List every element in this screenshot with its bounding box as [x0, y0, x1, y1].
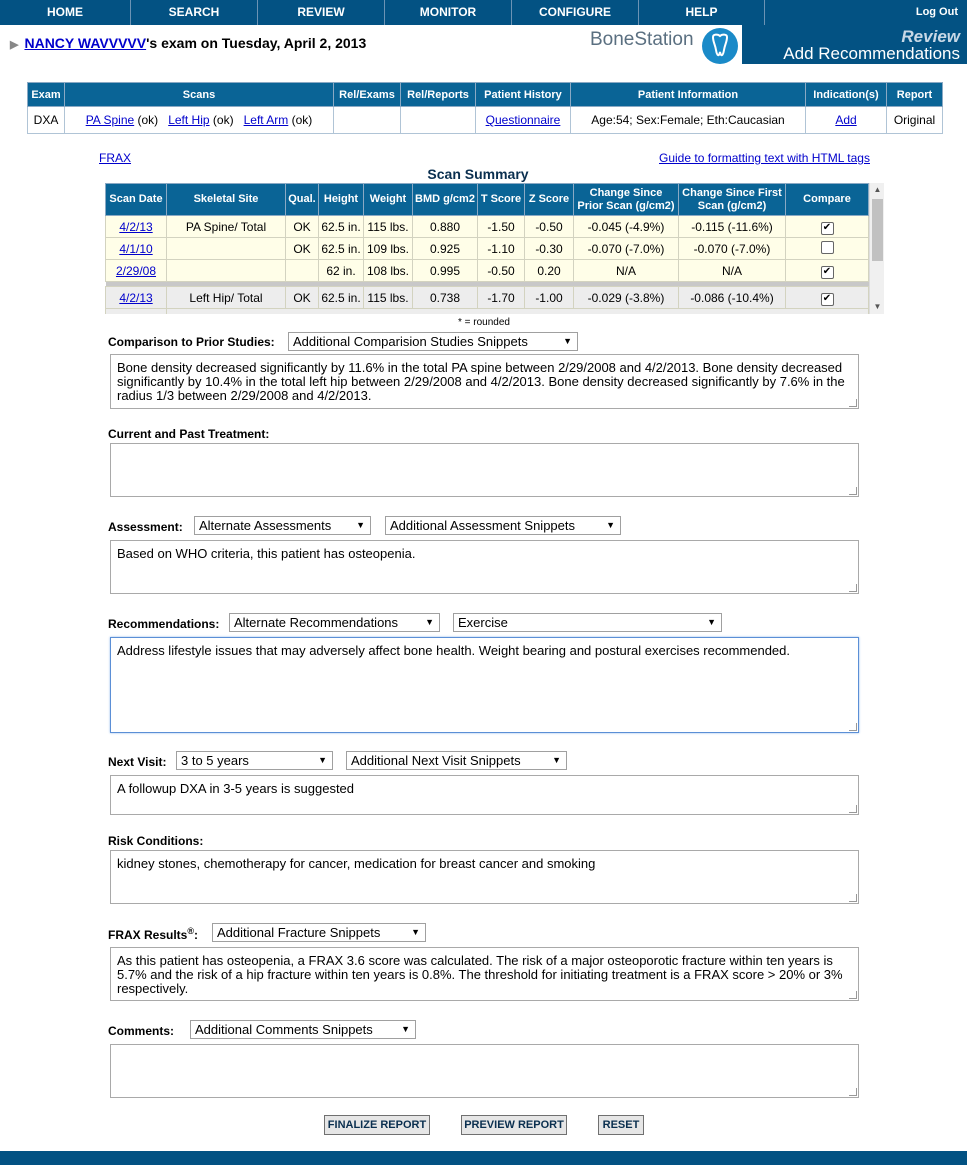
col-indications: Indication(s)	[806, 83, 887, 107]
z-score-cell: -0.30	[525, 238, 574, 260]
patient-name-link[interactable]: NANCY WAVVVVV	[24, 35, 147, 51]
tooth-logo-icon	[702, 28, 738, 64]
finalize-report-button[interactable]: FINALIZE REPORT	[324, 1115, 430, 1135]
select-value: Additional Comparision Studies Snippets	[293, 334, 528, 349]
scroll-thumb[interactable]	[872, 199, 883, 261]
site-cell	[167, 238, 286, 260]
col-patient-information: Patient Information	[571, 83, 806, 107]
change-prior-cell: N/A	[574, 260, 679, 282]
weight-cell: 109 lbs.	[364, 238, 413, 260]
clipped-row-cell	[167, 309, 869, 315]
fracture-snippets-select[interactable]	[212, 923, 426, 942]
scan-date-cell	[106, 216, 167, 238]
assessment-label: Assessment:	[108, 520, 183, 534]
compare-checkbox[interactable]: ✔	[821, 266, 834, 279]
add-indication-link[interactable]: Add	[835, 113, 857, 127]
col-rel-reports: Rel/Reports	[401, 83, 476, 107]
scan-summary-table	[105, 183, 869, 314]
t-score-cell: -1.50	[478, 216, 525, 238]
registered-mark: ®	[187, 926, 194, 936]
resize-grip-icon[interactable]	[849, 1088, 857, 1096]
rel-reports-cell	[401, 107, 476, 134]
textarea-content: Address lifestyle issues that may adversely affect bone health. Weight bearing and postural exercises recommended.	[117, 643, 790, 658]
section-label: Review	[901, 27, 960, 46]
nav-help[interactable]: HELP	[639, 0, 765, 25]
comments-snippets-select[interactable]	[190, 1020, 416, 1039]
z-score-cell: 0.20	[525, 260, 574, 282]
risk-conditions-label: Risk Conditions:	[108, 834, 204, 848]
indication-cell	[806, 107, 887, 134]
dropdown-arrow-icon: ▼	[707, 617, 716, 627]
col-height: Height	[319, 184, 364, 216]
assessment-snippets-select[interactable]	[385, 516, 621, 535]
bmd-cell: 0.925	[413, 238, 478, 260]
col-scan-date: Scan Date	[106, 184, 167, 216]
col-skeletal-site: Skeletal Site	[167, 184, 286, 216]
compare-cell	[786, 238, 869, 260]
col-patient-history: Patient History	[476, 83, 571, 107]
qual-cell: OK	[286, 216, 319, 238]
scan-link-left-hip[interactable]: Left Hip	[168, 113, 210, 127]
nav-review[interactable]: REVIEW	[258, 0, 385, 25]
subsection-label: Add Recommendations	[783, 44, 960, 63]
resize-grip-icon[interactable]	[849, 723, 857, 731]
site-cell	[167, 260, 286, 282]
dropdown-arrow-icon: ▼	[425, 617, 434, 627]
height-cell: 62.5 in.	[319, 287, 364, 309]
rounded-footnote: * = rounded	[458, 317, 510, 328]
assessment-textarea[interactable]	[110, 540, 859, 594]
scan-date-cell	[106, 260, 167, 282]
section-banner	[742, 25, 967, 64]
select-value: Additional Comments Snippets	[195, 1022, 373, 1037]
change-prior-cell: -0.070 (-7.0%)	[574, 238, 679, 260]
brand-name: BoneStation	[590, 29, 694, 50]
scan-summary-scrollbar[interactable]	[869, 183, 884, 314]
height-cell: 62.5 in.	[319, 216, 364, 238]
scan-status: (ok)	[137, 113, 159, 127]
scan-date-link[interactable]: 4/1/10	[119, 241, 153, 256]
textarea-content: A followup DXA in 3-5 years is suggested	[117, 781, 355, 796]
bmd-cell: 0.738	[413, 287, 478, 309]
col-compare: Compare	[786, 184, 869, 216]
top-nav	[0, 0, 967, 25]
risk-conditions-textarea[interactable]	[110, 850, 859, 904]
scans-cell	[65, 107, 334, 134]
logout-link[interactable]: Log Out	[915, 6, 958, 18]
scan-link-left-arm[interactable]: Left Arm	[243, 113, 289, 127]
rel-exams-cell	[334, 107, 401, 134]
select-value: Additional Assessment Snippets	[390, 518, 575, 533]
dropdown-arrow-icon: ▼	[318, 755, 327, 765]
scan-status: (ok)	[291, 113, 313, 127]
change-first-cell: -0.115 (-11.6%)	[679, 216, 786, 238]
col-change-prior: Change Since Prior Scan (g/cm2)	[574, 184, 679, 216]
scan-date-cell	[106, 238, 167, 260]
dropdown-arrow-icon: ▼	[552, 755, 561, 765]
qual-cell: OK	[286, 238, 319, 260]
dropdown-arrow-icon: ▼	[411, 927, 420, 937]
patient-history-cell	[476, 107, 571, 134]
weight-cell: 115 lbs.	[364, 216, 413, 238]
col-rel-exams: Rel/Exams	[334, 83, 401, 107]
compare-checkbox[interactable]: ✔	[821, 293, 834, 306]
compare-checkbox[interactable]: ✔	[821, 222, 834, 235]
comments-label: Comments:	[108, 1024, 175, 1038]
select-value: Exercise	[458, 615, 508, 630]
recommendations-label: Recommendations:	[108, 617, 220, 631]
col-t-score: T Score	[478, 184, 525, 216]
table-row	[106, 287, 869, 309]
textarea-content: As this patient has osteopenia, a FRAX 3.6 score was calculated. The risk of a major osteoporotic fracture within ten years is 5.7% and the risk of a hip fracture within ten years is 0.8%. The threshold for initiating treatment is a FRAX score > 20% or 3% respectively.	[117, 953, 843, 996]
questionnaire-link[interactable]: Questionnaire	[485, 113, 561, 127]
alternate-assessments-select[interactable]	[194, 516, 371, 535]
scan-date-cell	[106, 309, 167, 315]
col-bmd: BMD g/cm2	[413, 184, 478, 216]
treatment-textarea[interactable]	[110, 443, 859, 497]
col-change-first: Change Since First Scan (g/cm2)	[679, 184, 786, 216]
select-value: Additional Next Visit Snippets	[351, 753, 521, 768]
t-score-cell: -1.10	[478, 238, 525, 260]
select-value: Alternate Assessments	[199, 518, 332, 533]
qual-cell	[286, 260, 319, 282]
col-qual: Qual.	[286, 184, 319, 216]
comments-textarea[interactable]	[110, 1044, 859, 1098]
recommendation-snippets-select[interactable]	[453, 613, 722, 632]
next-visit-snippets-select[interactable]	[346, 751, 567, 770]
reset-button[interactable]: RESET	[598, 1115, 644, 1135]
textarea-content: Based on WHO criteria, this patient has osteopenia.	[117, 546, 416, 561]
patient-info-cell: Age:54; Sex:Female; Eth:Caucasian	[571, 107, 806, 134]
next-visit-textarea[interactable]	[110, 775, 859, 815]
scan-date-cell	[106, 287, 167, 309]
exam-table-header	[28, 83, 943, 107]
page-title-suffix: 's exam on Tuesday, April 2, 2013	[146, 35, 367, 51]
weight-cell: 108 lbs.	[364, 260, 413, 282]
textarea-content: kidney stones, chemotherapy for cancer, medication for breast cancer and smoking	[117, 856, 596, 871]
resize-grip-icon[interactable]	[849, 894, 857, 902]
col-z-score: Z Score	[525, 184, 574, 216]
compare-cell	[786, 260, 869, 282]
comparison-label: Comparison to Prior Studies:	[108, 335, 275, 349]
page-title	[10, 35, 366, 51]
triangle-right-icon: ▶	[10, 39, 19, 51]
table-row	[106, 260, 869, 282]
weight-cell: 115 lbs.	[364, 287, 413, 309]
scan-status: (ok)	[212, 113, 234, 127]
t-score-cell: -1.70	[478, 287, 525, 309]
table-row	[106, 238, 869, 260]
nav-configure[interactable]: CONFIGURE	[512, 0, 639, 25]
site-cell: Left Hip/ Total	[167, 287, 286, 309]
frax-textarea[interactable]	[110, 947, 859, 1001]
select-value: Additional Fracture Snippets	[217, 925, 381, 940]
resize-grip-icon[interactable]	[849, 487, 857, 495]
resize-grip-icon[interactable]	[849, 584, 857, 592]
alternate-recommendations-select[interactable]	[229, 613, 440, 632]
scan-link-pa-spine[interactable]: PA Spine	[85, 113, 135, 127]
exam-row	[28, 107, 943, 134]
site-cell: PA Spine/ Total	[167, 216, 286, 238]
col-weight: Weight	[364, 184, 413, 216]
scroll-up-icon[interactable]: ▲	[873, 185, 882, 194]
frax-link[interactable]: FRAX	[99, 151, 132, 165]
change-first-cell: -0.086 (-10.4%)	[679, 287, 786, 309]
recommendations-textarea[interactable]	[110, 637, 859, 733]
height-cell: 62.5 in.	[319, 238, 364, 260]
compare-cell	[786, 287, 869, 309]
height-cell: 62 in.	[319, 260, 364, 282]
z-score-cell: -1.00	[525, 287, 574, 309]
change-prior-cell: -0.045 (-4.9%)	[574, 216, 679, 238]
nav-search[interactable]: SEARCH	[131, 0, 258, 25]
qual-cell: OK	[286, 287, 319, 309]
compare-checkbox[interactable]	[821, 241, 834, 254]
dropdown-arrow-icon: ▼	[563, 336, 572, 346]
nav-home[interactable]: HOME	[0, 0, 131, 25]
scan-date-link[interactable]: 4/2/13	[119, 219, 153, 234]
preview-report-button[interactable]: PREVIEW REPORT	[461, 1115, 567, 1135]
next-visit-interval-select[interactable]	[176, 751, 333, 770]
comparison-snippets-select[interactable]	[288, 332, 578, 351]
dropdown-arrow-icon: ▼	[606, 520, 615, 530]
exam-table	[27, 82, 943, 134]
col-scans: Scans	[65, 83, 334, 107]
scan-summary-title: Scan Summary	[427, 166, 529, 182]
col-exam: Exam	[28, 83, 65, 107]
exam-type: DXA	[28, 107, 65, 134]
bmd-cell: 0.995	[413, 260, 478, 282]
scan-date-link[interactable]: 4/2/13	[119, 290, 153, 305]
table-row	[106, 216, 869, 238]
dropdown-arrow-icon: ▼	[401, 1024, 410, 1034]
bmd-cell: 0.880	[413, 216, 478, 238]
nav-monitor[interactable]: MONITOR	[385, 0, 512, 25]
comparison-textarea[interactable]	[110, 354, 859, 409]
change-first-cell: N/A	[679, 260, 786, 282]
next-visit-label: Next Visit:	[108, 755, 167, 769]
select-value: 3 to 5 years	[181, 753, 249, 768]
resize-grip-icon[interactable]	[849, 991, 857, 999]
compare-cell	[786, 216, 869, 238]
textarea-content: Bone density decreased significantly by 11.6% in the total PA spine between 2/29/2008 and 4/2/2013. Bone density decreased significantly by 10.4% in the total left hip between 2/29/2008 and 4/2/2013. Bone density decreased significantly by 7.6% in the radius 1/3 between 2/29/2008 and 4/2/2013.	[117, 360, 845, 403]
scan-summary-panel[interactable]	[105, 183, 884, 314]
frax-label-text: FRAX Results	[108, 928, 188, 942]
table-row	[106, 309, 869, 315]
html-guide-link[interactable]: Guide to formatting text with HTML tags	[659, 151, 870, 165]
treatment-label: Current and Past Treatment:	[108, 427, 270, 441]
report-cell: Original	[887, 107, 943, 134]
footer-bar	[0, 1151, 967, 1165]
t-score-cell: -0.50	[478, 260, 525, 282]
z-score-cell: -0.50	[525, 216, 574, 238]
scan-date-link[interactable]: 2/29/08	[115, 263, 157, 278]
frax-results-label	[108, 926, 198, 942]
dropdown-arrow-icon: ▼	[356, 520, 365, 530]
change-prior-cell: -0.029 (-3.8%)	[574, 287, 679, 309]
resize-grip-icon[interactable]	[849, 805, 857, 813]
resize-grip-icon[interactable]	[849, 399, 857, 407]
scan-summary-header	[106, 184, 869, 216]
col-report: Report	[887, 83, 943, 107]
select-value: Alternate Recommendations	[234, 615, 399, 630]
change-first-cell: -0.070 (-7.0%)	[679, 238, 786, 260]
frax-label-colon: :	[194, 928, 198, 942]
scroll-down-icon[interactable]: ▼	[873, 302, 882, 311]
